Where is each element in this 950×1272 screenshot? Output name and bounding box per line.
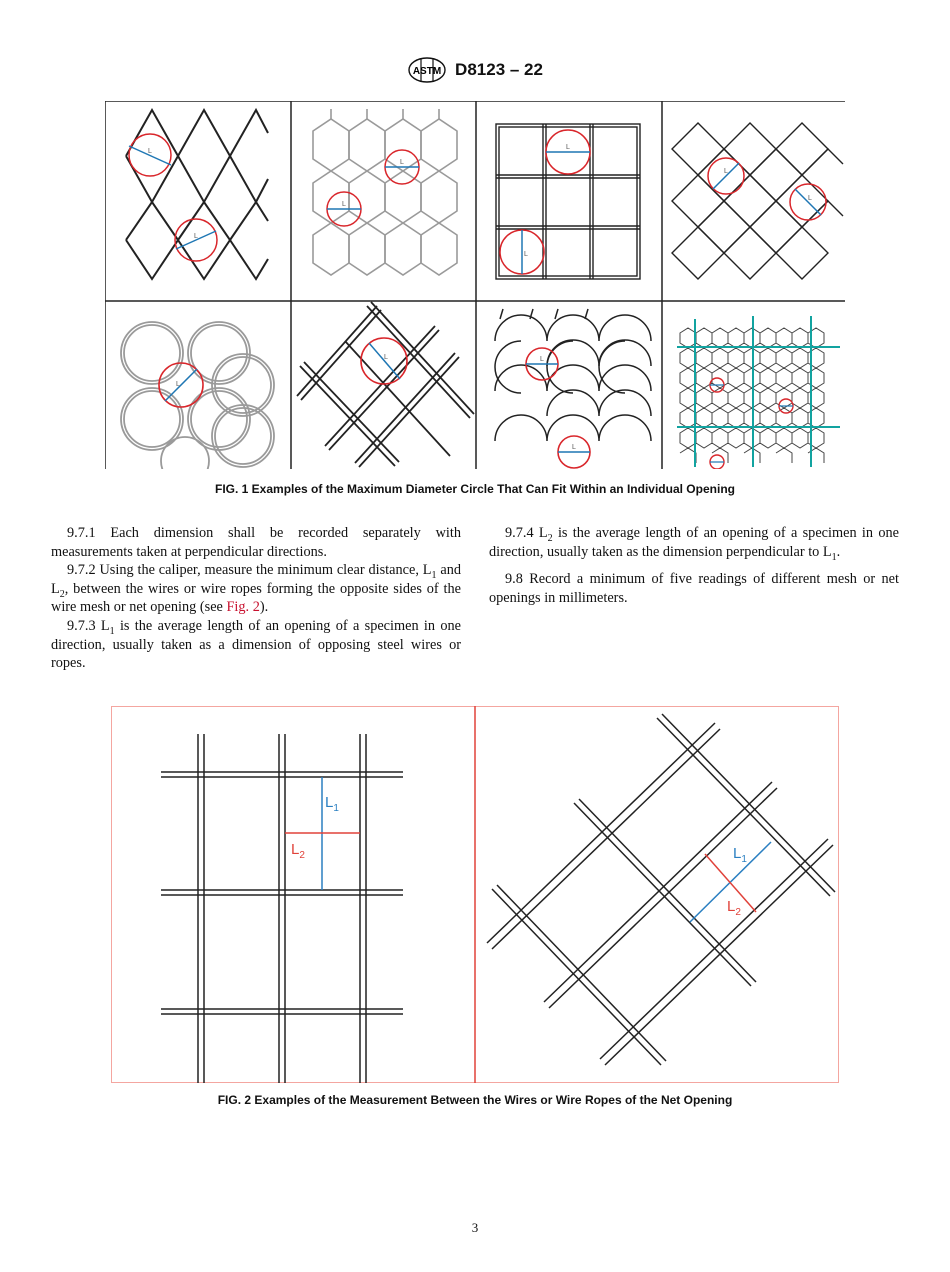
svg-text:L: L	[384, 354, 388, 361]
paragraph-9-7-1: 9.7.1 Each dimension shall be recorded separately with measurements taken at perpendicular directions.	[51, 525, 461, 560]
svg-text:L: L	[566, 144, 570, 151]
fig2-l1-label-right: $L_1$	[733, 845, 747, 865]
fig1-panel-diagonal-net	[297, 302, 474, 467]
figure-1-caption: FIG. 1 Examples of the Maximum Diameter Circle That Can Fit Within an Individual Opening	[215, 482, 735, 496]
figure-2	[111, 706, 839, 1083]
fig2-l2-label-left: $L_2$	[291, 841, 305, 861]
figure-2-caption: FIG. 2 Examples of the Measurement Between the Wires or Wire Ropes of the Net Opening	[217, 1093, 733, 1107]
page-number: 3	[471, 1220, 479, 1235]
svg-text:L: L	[194, 233, 198, 240]
fig2-l2-label-right: $L_2$	[727, 898, 741, 918]
fig-2-link[interactable]: Fig. 2	[226, 599, 260, 616]
svg-text:L: L	[176, 381, 180, 388]
astm-logo	[407, 56, 447, 84]
fig1-panel-rotated-mesh	[672, 123, 843, 279]
svg-text:L: L	[342, 201, 346, 208]
fig1-panel-diamond-mesh	[126, 110, 268, 279]
svg-text:ASTM: ASTM	[412, 66, 442, 77]
paragraph-9-7-2: 9.7.2 Using the caliper, measure the minimum clear distance, $L_1$ and $L_2$, between the wires or wire ropes forming the opposite sides of the wire mesh or net opening (see Fig. 2).	[51, 562, 461, 616]
paragraph-9-7-4: 9.7.4 $L_2$ is the average length of an opening of a specimen in one direction, usually taken as the dimension perpendicular to $L_1$.	[489, 525, 899, 563]
svg-text:L: L	[148, 148, 152, 155]
svg-text:L: L	[540, 356, 544, 363]
fig2-diagonal-grid	[487, 714, 835, 1065]
paragraph-9-7-3: 9.7.3 $L_1$ is the average length of an opening of a specimen in one direction, usually taken as a dimension of opposing steel wires or ropes.	[51, 617, 461, 672]
fig2-l1-label-left: $L_1$	[325, 794, 339, 814]
fig1-panel-reinforced-hex-net	[677, 316, 840, 469]
fig2-orthogonal-grid	[161, 734, 403, 1083]
figure-1	[105, 101, 845, 469]
svg-text:L: L	[400, 159, 404, 166]
paragraph-9-8: 9.8 Record a minimum of five readings of different mesh or net openings in millimeters.	[489, 571, 899, 606]
page-header	[0, 56, 950, 84]
fig1-panel-hexagonal-mesh	[313, 109, 457, 275]
document-designation: D8123 – 22	[455, 60, 543, 79]
text-column-right	[489, 524, 899, 607]
fig1-panel-ring-net	[121, 322, 274, 469]
svg-text:L: L	[524, 251, 528, 258]
text-column-left	[51, 524, 461, 673]
svg-text:L: L	[572, 444, 576, 451]
svg-text:L: L	[724, 168, 728, 175]
svg-text:L: L	[808, 195, 812, 202]
